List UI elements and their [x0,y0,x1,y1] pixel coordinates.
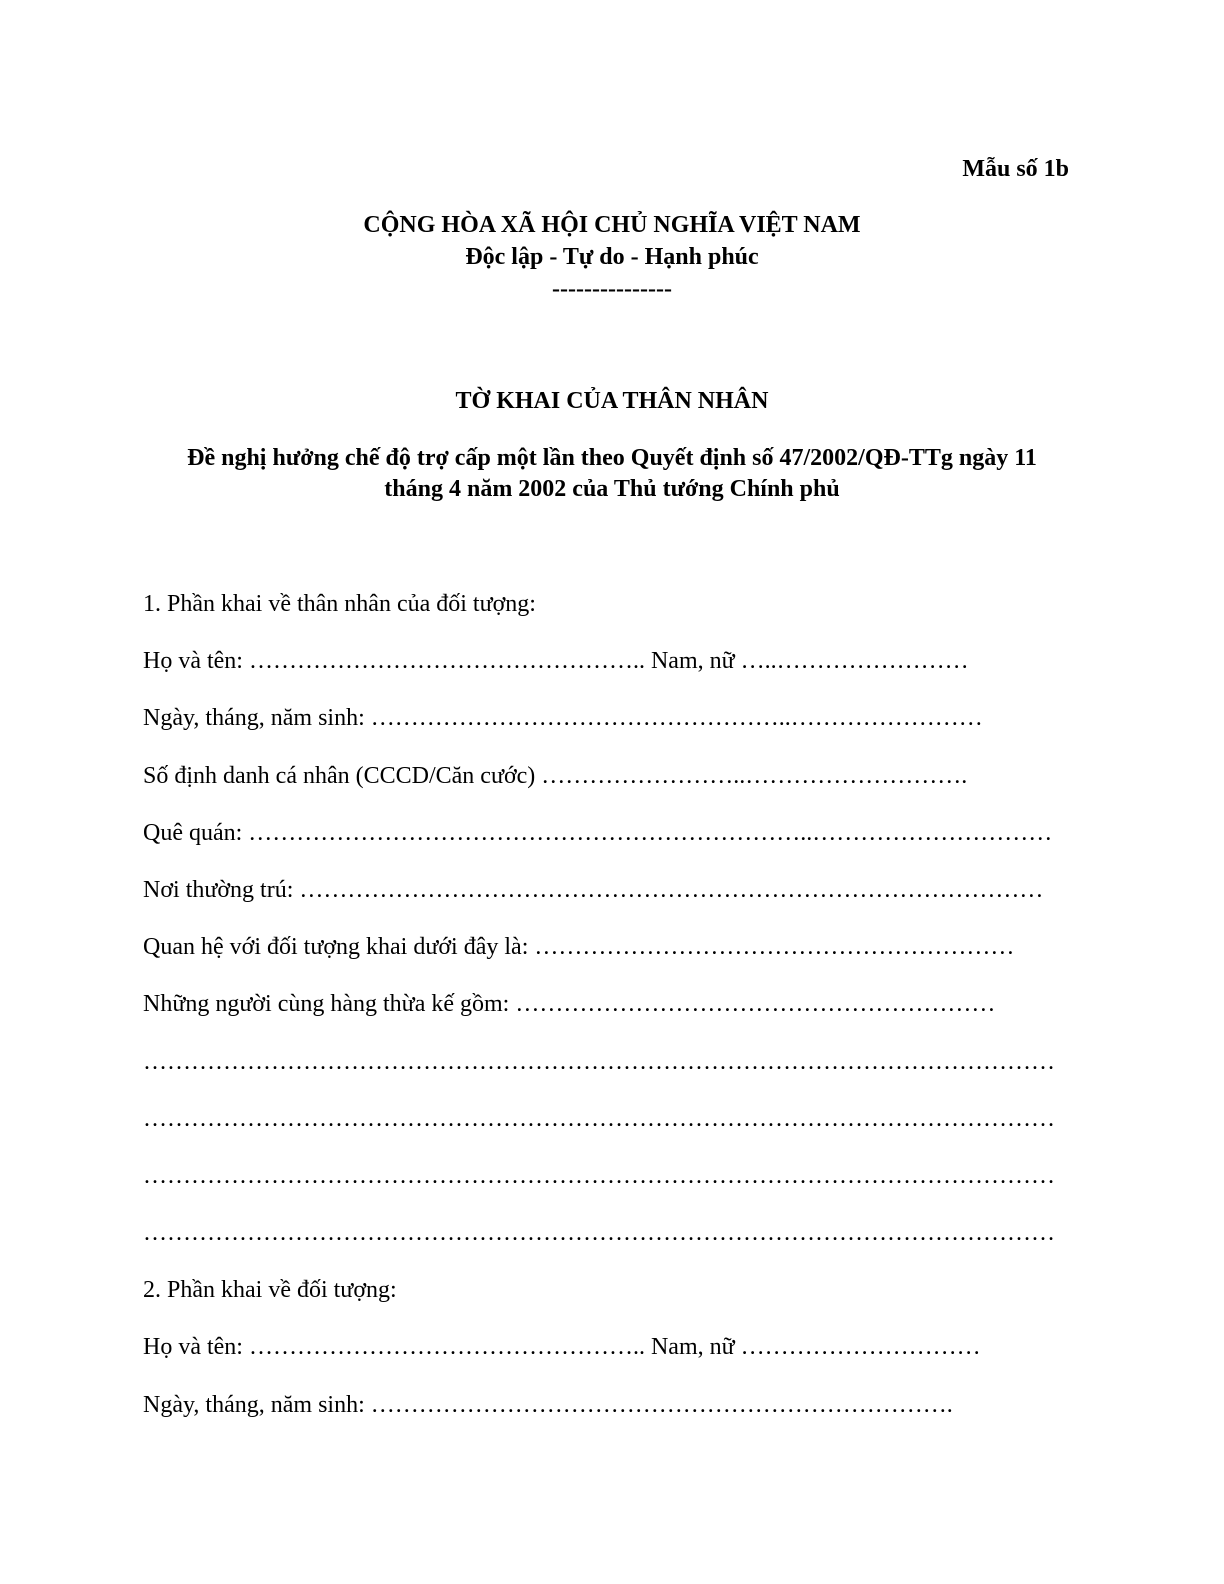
section-1-heading: 1. Phần khai về thân nhân của đối tượng: [143,591,536,617]
co-heirs-blank-line[interactable]: …………………………………………………………………………………………………… [143,1048,1055,1075]
relative-hometown-field[interactable]: Quê quán: ……………………………………………………………..………………………… [143,819,1053,846]
form-number: Mẫu số 1b [962,156,1069,182]
subtitle-line-2: tháng 4 năm 2002 của Thủ tướng Chính phủ [384,476,840,502]
co-heirs-field[interactable]: Những người cùng hàng thừa kế gồm: …………………………………………………… [143,991,996,1018]
national-header [0,209,1224,305]
co-heirs-blank-line[interactable]: …………………………………………………………………………………………………… [143,1220,1055,1247]
relative-residence-field[interactable]: Nơi thường trú: ………………………………………………………………………………… [143,876,1044,903]
subject-birthdate-field[interactable]: Ngày, tháng, năm sinh: ………………………………………………………………. [143,1391,953,1418]
document-subtitle [130,443,1094,505]
relative-birthdate-field[interactable]: Ngày, tháng, năm sinh: ……………………………………………..…………………… [143,705,983,732]
document-title: TỜ KHAI CỦA THÂN NHÂN [455,388,769,414]
country-name: CỘNG HÒA XÃ HỘI CHỦ NGHĨA VIỆT NAM [363,212,861,238]
national-motto: Độc lập - Tự do - Hạnh phúc [465,244,759,270]
relative-name-field[interactable]: Họ và tên: ………………………………………….. Nam, nữ …..…………………… [143,648,969,675]
co-heirs-blank-line[interactable]: …………………………………………………………………………………………………… [143,1162,1055,1189]
co-heirs-blank-line[interactable]: …………………………………………………………………………………………………… [143,1105,1055,1132]
form-content [143,587,1083,1445]
header-separator: --------------- [552,276,672,302]
subject-name-field[interactable]: Họ và tên: ………………………………………….. Nam, nữ ………………………… [143,1334,981,1361]
relationship-field[interactable]: Quan hệ với đối tượng khai dưới đây là: …………………………………………………… [143,934,1015,961]
subtitle-line-1: Đề nghị hưởng chế độ trợ cấp một lần theo Quyết định số 47/2002/QĐ-TTg ngày 11 [187,445,1037,471]
relative-id-number-field[interactable]: Số định danh cá nhân (CCCD/Căn cước) ……………………..………………………. [143,762,968,789]
section-2-heading: 2. Phần khai về đối tượng: [143,1277,397,1304]
